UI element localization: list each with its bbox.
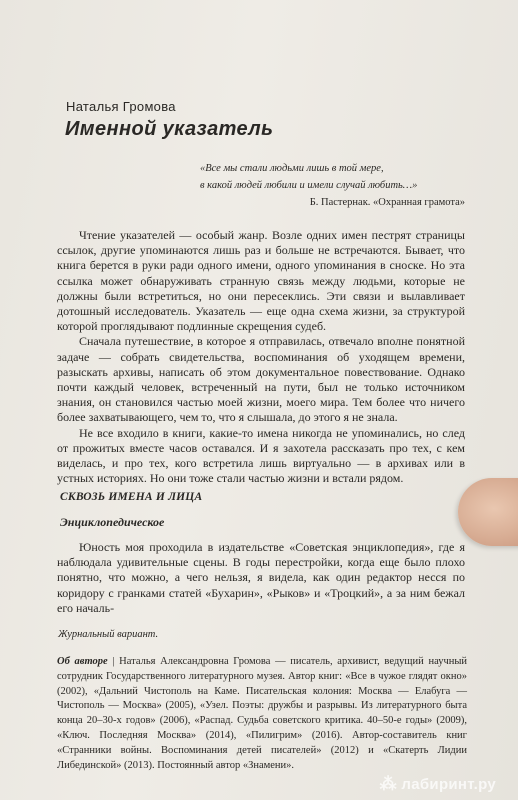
- article-title: Именной указатель: [65, 118, 274, 140]
- section-heading: СКВОЗЬ ИМЕНА И ЛИЦА: [60, 491, 203, 503]
- watermark: [380, 774, 496, 794]
- epigraph: [200, 160, 470, 194]
- about-author: [57, 655, 467, 773]
- labirint-logo-icon: ⁂: [379, 774, 397, 793]
- section-text: [57, 540, 465, 616]
- subsection-heading: Энциклопедическое: [60, 515, 165, 529]
- watermark-text: лабиринт.ру: [401, 776, 496, 793]
- paragraph: Юность моя проходила в издательстве «Советская энциклопедия», где я наблюдала удивительные сцены. В годы перестройки, когда еще было плохо понятно, что можно, а чего нельзя, я видела, как один редактор несся по коридору с гранками статей «Бухарин», «Рыков» и «Троцкий», а за ним бежал его началь-: [57, 540, 465, 615]
- about-text: Наталья Александровна Громова — писатель, архивист, ведущий научный сотрудник Государственного литературного музея. Автор книг: «Все в чужое глядят окно» (2002), «Дальний Чистополь на Каме. Писательская колония: Москва — Елабуга — Чистополь — Москва» (2005), «Узел. Поэты: дружбы и разрывы. Из литературного быта конца 20–30-х годов» (2006), «Распад. Судьба советского критика. 40–50-е годы» (2009), «Ключ. Последняя Москва» (2014), «Пилигрим» (2016). Автор-составитель книг «Странники войны. Воспоминания детей писателей» (2012) и «Скатерть Лидии Либединской» (2013). Постоянный автор «Знамени».: [57, 656, 468, 771]
- paragraph: Чтение указателей — особый жанр. Возле одних имен пестрят страницы ссылок, другие упоминаются лишь раз и больше не встречаются. Бывает, что книга берется в руки ради одного имени, одного упоминания в сноске. Но эта ссылка может обнаруживать странную связь между людьми, которые не должны были встретиться, но они пересеклись. Эти связи и вылавливает дотошный исследователь. Указатель — еще одна схема жизни, за структурой которой проглядывают подлинные скрещения судеб.: [57, 228, 465, 334]
- paragraph: Сначала путешествие, в которое я отправилась, отвечало вполне понятной задаче — собрать свидетельства, воспоминания об уходящем времени, разыскать архивы, написать об этом документальное повествование. Однако почти каждый человек, встреченный на пути, был не только источником знания, он становился частью моей жизни, моего мира. Тем более что ничего более захватывающего, чем то, что я слышала, до этого я не знала.: [57, 334, 465, 425]
- epigraph-line: «Все мы стали людьми лишь в той мере,: [200, 163, 384, 174]
- epigraph-line: в какой людей любили и имели случай любить…»: [200, 180, 418, 191]
- journal-note: Журнальный вариант.: [58, 629, 159, 640]
- about-label: Об авторе: [57, 656, 108, 667]
- about-separator: |: [107, 656, 120, 667]
- author-name: Наталья Громова: [66, 99, 176, 114]
- intro-text: [57, 228, 465, 486]
- epigraph-source: Б. Пастернак. «Охранная грамота»: [309, 197, 465, 208]
- paragraph: Не все входило в книги, какие-то имена никогда не упоминались, но след от прожитых вместе часов оставался. И я захотела рассказать про тех, с кем виделась, и про тех, кого встретила лишь виртуально — в архивах или в устных историях. Но они тоже стали частью жизни и встали рядом.: [57, 425, 465, 486]
- finger-photo: [458, 478, 518, 546]
